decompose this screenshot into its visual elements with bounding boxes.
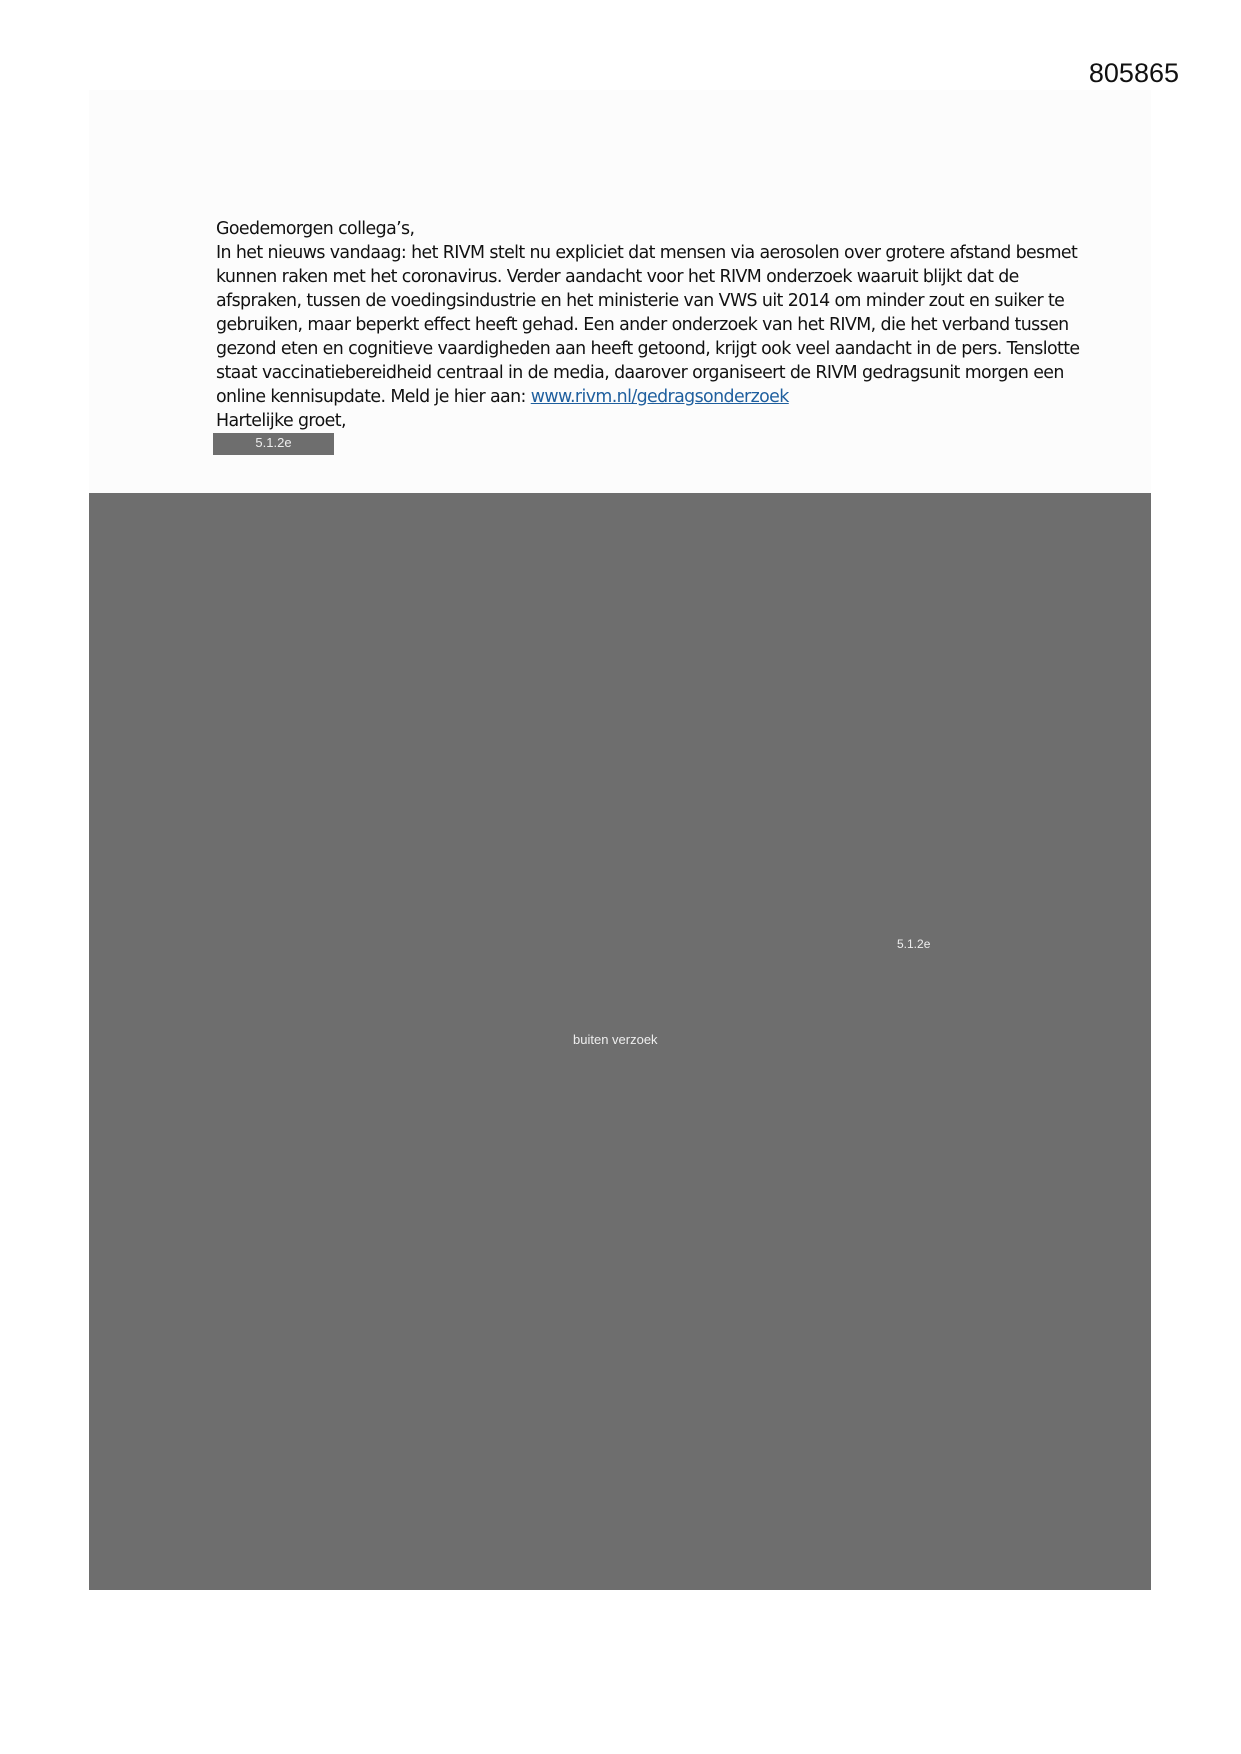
message-body: In het nieuws vandaag: het RIVM stelt nu expliciet dat mensen via aerosolen over grotere afstand besmet kunnen raken met het coronavirus. Verder aandacht voor het RIVM onderzoek waaruit blijkt dat de afspraken, tussen de voedingsindustrie en het ministerie van VWS uit 2014 om minder zout en suiker te gebruiken, maar beperkt effect heeft gehad. Een ander onderzoek van het RIVM, die het verband tussen gezond eten en cognitieve vaardigheden aan heeft getoond, krijgt ook veel aandacht in de pers. Tenslotte staat vaccinatiebereidheid centraal in de media, daarover organiseert de RIVM gedragsunit morgen een online kennisupdate. Meld je hier aan: — [216, 243, 1080, 407]
email-body — [216, 217, 1096, 433]
redaction-label: buiten verzoek — [573, 1032, 658, 1047]
greeting: Goedemorgen collega’s, — [216, 219, 415, 239]
closing: Hartelijke groet, — [216, 411, 346, 431]
redaction-code: 5.1.2e — [897, 937, 931, 951]
message-text — [216, 241, 1096, 409]
document-number: 805865 — [1088, 58, 1179, 88]
signature-redaction: 5.1.2e — [213, 433, 334, 455]
registration-link[interactable]: www.rivm.nl/gedragsonderzoek — [530, 387, 789, 407]
redacted-block — [89, 493, 1151, 1590]
